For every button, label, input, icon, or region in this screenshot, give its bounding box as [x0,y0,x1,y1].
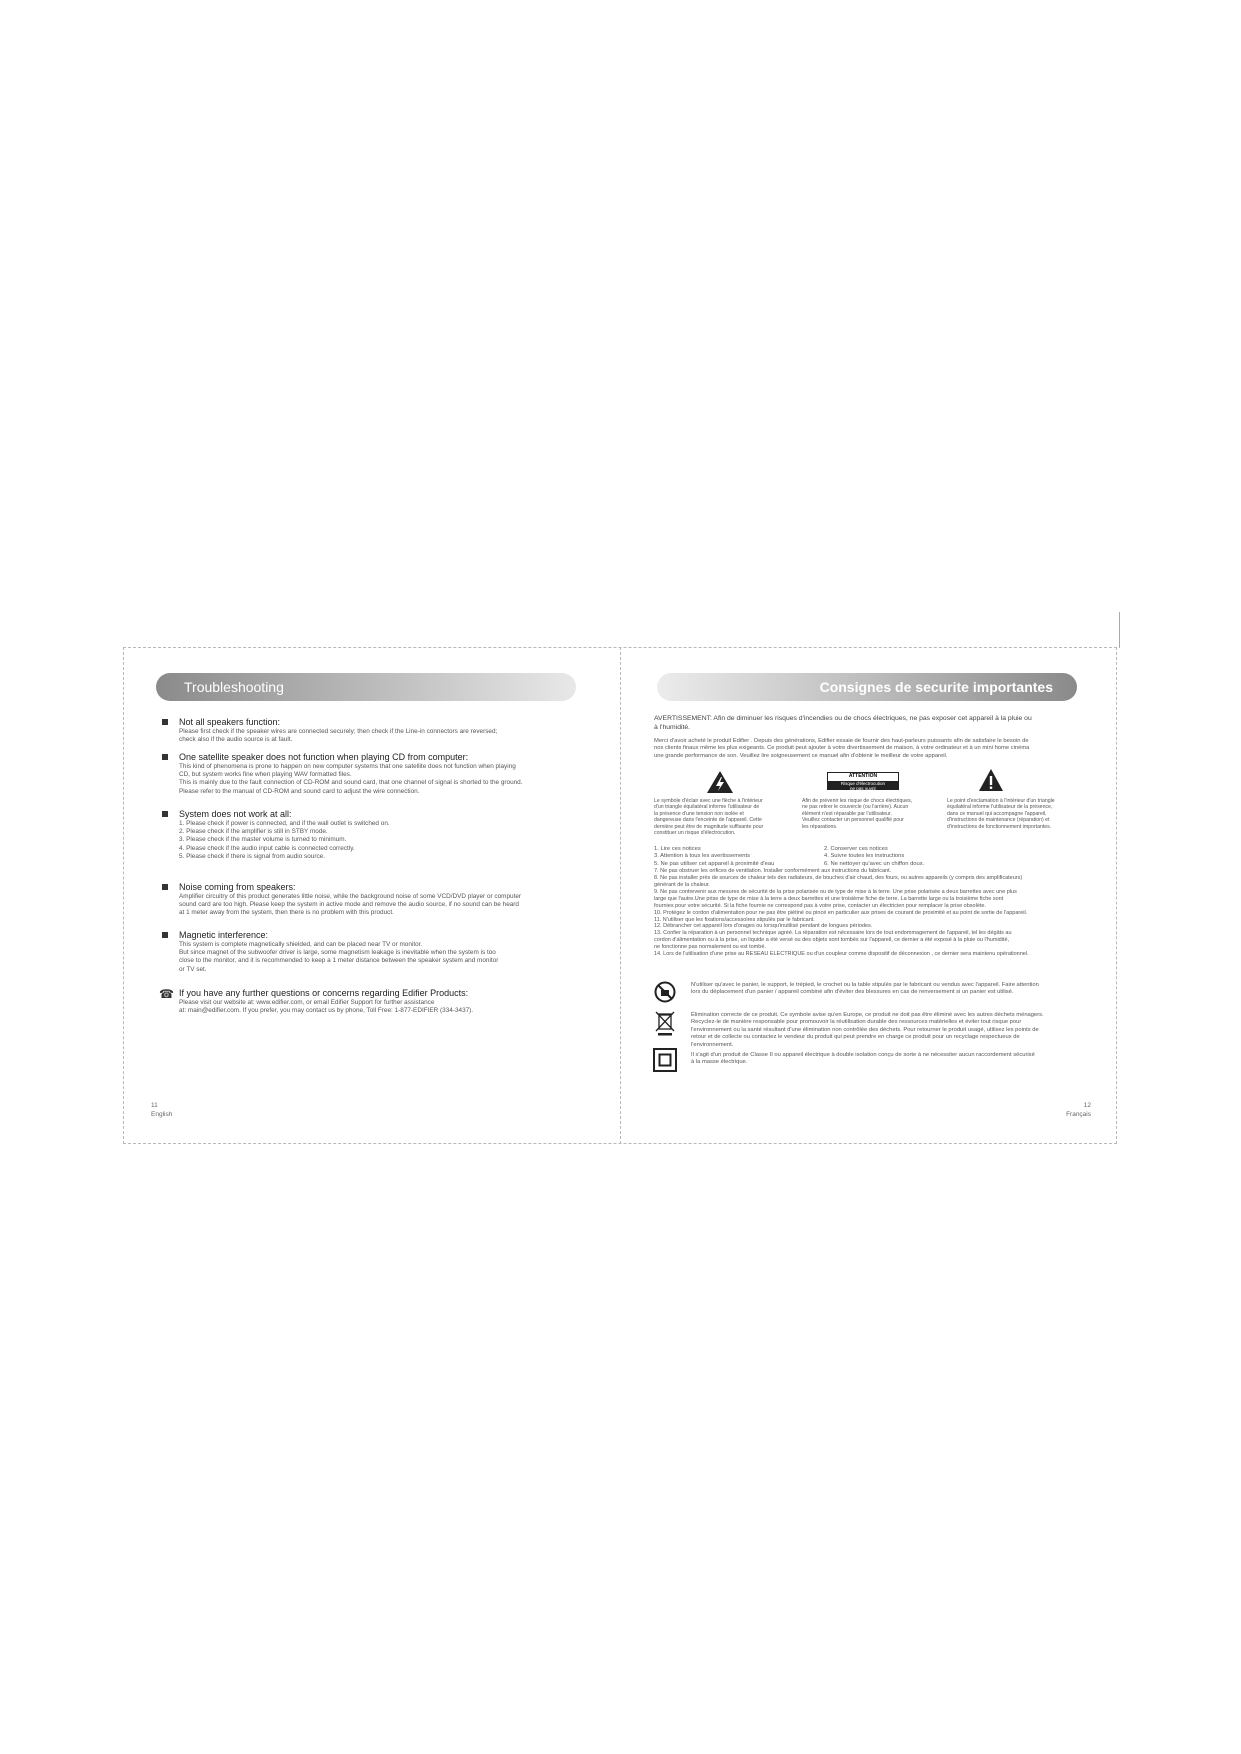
bullet-square-icon [162,811,168,817]
section-body: Amplifier circuitry of this product generates little noise, while the background noise of some VCD/DVD player or computer sound card are too high. Please keep the system in active mode and remove the audio source, if no sound can be heard at 1 meter away from the system, then there is no problem with this product. [179,893,522,917]
section-body: Please visit our website at: www.edifier.com, or email Edifier Support for further assistance at: main@edifier.com. If you prefer, you may contact us by phone, Toll Free: 1-877-EDIFIER (334-3437). [179,999,474,1015]
page-number: 11 [151,1102,158,1109]
list-row [654,861,1094,868]
no-cart-tip-icon [654,981,676,1003]
disposal-note: Élimination correcte de ce produit. Ce symbole avise qu'en Europe, ce produit ne doit pas être éliminé avec les autres déchets ménagers. Recyclez-le de manière responsable pour promouvoir la réutilisation durable des ressources matérielles et éviter tout risque pour l'environnement ou la santé résultant d'une élimination non contrôlée des déchets. Pour retourner le produit usagé, utilisez les points de retour et de collecte ou contactez le vendeur du produit qui peut prendre en charge ce produit pour un recyclage respectueux de l'environnement. [691,1012,1044,1048]
list-item: 3. Attention à tous les avertissements [654,853,751,860]
bullet-square-icon [162,719,168,725]
list-item: 6. Ne nettoyer qu'avec un chiffon doux. [824,860,925,867]
section-heading: If you have any further questions or concerns regarding Edifier Products: [179,988,469,998]
section-heading: System does not work at all: [179,809,292,819]
section-body: 1. Please check if power is connected, and if the wall outlet is switched on. 2. Please check if the amplifier is still in STBY mode. 3. Please check if the master volume is turned to minimum. 4. Please check if the audio input cable is connected correctly. 5. Please check if there is signal from audio source. [179,820,390,860]
section-heading: Not all speakers function: [179,717,281,727]
warning-text: AVERTISSEMENT: Afin de diminuer les risques d'incendies ou de chocs électriques, ne pas exposer cet appareil à la pluie ou à l'humidité. [654,715,1032,731]
telephone-icon: ☎ [159,987,174,1001]
attention-label [827,772,899,790]
section-heading: Noise coming from speakers: [179,882,296,892]
intro-text: Merci d'avoir acheté le produit Edifier . Depuis des générations, Edifier essaie de fournir des haut-parleurs puissants afin de satisfaire le besoin de nos clients finaux même les plus exigeants. Ce produit peut ajouter à votre divertissement de maison, à votre ordinateur et à un mini home cinéma une grande performance de son. Veuillez lire soigneusement ce manuel afin d'obtenir le meilleur de votre appareil. [654,738,1030,759]
list-item: 4. Suivre toutes les instructions [824,853,905,860]
attention-subtitle: Risque d'électrocution ne pas ouvrir [840,781,886,791]
section-magnetic [179,930,589,974]
section-heading: Magnetic interference: [179,930,269,940]
left-page [124,648,620,1143]
page-number-block [151,1101,172,1119]
list-row [654,853,1094,860]
double-insulation-icon [653,1048,677,1072]
page-language: Français [1066,1111,1091,1118]
class-ii-note: Il s'agit d'un produit de Classe II ou appareil électrique à double isolation conçu de sorte à ne nécessiter aucun raccordement sécurisé à la masse électrique. [691,1052,1035,1066]
list-item: 2. Conserver ces notices [824,846,888,852]
edge-line [1119,612,1120,648]
page-title: Consignes de securite importantes [657,673,1077,701]
list-item: 5. Ne pas utiliser cet appareil à proximité d'eau [654,860,775,867]
page-title: Troubleshooting [156,673,576,701]
section-body: This system is complete magnetically shielded, and can be placed near TV or monitor. But since magnet of the subwoofer driver is large, some magnetism leakage is inevitable when the system is too close to the monitor, and it is recommended to keep a 1 meter distance between the speaker system and monitor or TV set. [179,941,499,973]
section-body: Please first check if the speaker wires are connected securely; then check if the Line-in connectors are reversed; check also if the audio source is at fault. [179,728,498,744]
exclamation-warning-icon [978,768,1004,792]
list-item: 1. Lire ces notices [654,846,701,852]
section-heading: One satellite speaker does not function when playing CD from computer: [179,752,469,762]
cart-note: N'utiliser qu'avec le panier, le support, le trépied, le crochet ou la table stipulés par le fabricant ou vendus avec l'appareil. Faire attention lors du déplacement d'un panier / appareil combiné afin d'éviter des blessures en cas de renversement si un panier est utilisé. [691,982,1039,996]
section-contact [159,987,589,1015]
bullet-square-icon [162,932,168,938]
section-body: This kind of phenomena is prone to happen on new computer systems that one satellite does not function when playing CD, but system works fine when playing WAV formatted files. This is mainly due to the fault connection of CD-ROM and sound card, that one channel of signal is shorted to the ground. Please refer to the manual of CD-ROM and sound card to adjust the wire connection. [179,763,523,795]
section-one-satellite [179,752,589,796]
attention-title: ATTENTION [828,773,898,781]
section-not-all-speakers [179,717,589,744]
lightning-warning-icon [706,770,734,794]
section-noise [179,882,589,918]
bullet-square-icon [162,754,168,760]
right-page [621,648,1118,1143]
page-number-block [1066,1101,1091,1119]
page-number: 12 [1083,1102,1091,1109]
list-row [654,846,1094,853]
section-system-not-work [179,809,589,861]
bullet-square-icon [162,884,168,890]
list-continued: 7. Ne pas obstruer les orifices de ventilation. Installer conformément aux instructions du fabricant. 8. Ne pas installer près de sources de chaleur tels des radiateurs, de bouches d'air chaud, des fours, ou autres appareils (y compris des amplificateurs) générant de la chaleur. 9. Ne pas contrevenir aux mesures de sécurité de la prise polarisée ou de type de mise à la terre. Une prise polarisée a deux barrettes avec une plus large que l'autre.Une prise de type de mise à la terre a deux barrettes et une troisième fiche de terre. La barrette large ou la troisième fiche sont fournies pour votre sécurité. Si la fiche fournie ne correspond pas à votre prise, contacter un électricien pour remplacer la prise obsolète. 10. Protégez le cordon d'alimentation pour ne pas être piétiné ou pincé en particulier aux prises de courant de proximité et au point de sortie de l'appareil. 11. N'utiliser que les fixations/accessoires stipulés par le fabricant. 12. Débrancher cet appareil lors d'orages ou lorsqu'inutilisé pendant de longues périodes. 13. Confier la réparation à un personnel technique agréé. La réparation est nécessaire lors de tout endommagement de l'appareil, tel les dégâts au cordon d'alimentation ou à la prise, un liquide a été versé ou des objets sont tombés sur l'appareil, ce dernier a été exposé à la pluie ou l'humidité, ne fonctionne pas normalement ou est tombé. 14. Lors de l'utilisation d'une prise au RESEAU ELECTRIQUE ou d'un coupleur comme dispositif de déconnexion , ce dernier sera maintenu opérationnel. [654,868,1029,958]
page-language: English [151,1111,173,1118]
symbol-description-lightning: Le symbole d'éclair avec une flèche à l'intérieur d'un triangle équilatéral informe l'utilisateur de la présence d'une tension non isolée et dangereuse dans l'enceinte de l'appareil. Cette dernière peut être de magnitude suffisante pour constituer un risque d'électrocution. [654,798,764,837]
page-fold-line [620,647,621,1144]
symbol-description-attention: Afin de prévenir les risque de chocs électriques, ne pas retirer le couvercle (ou l'arrière). Aucun élément n'est réparable par l'utilisateur. Veuillez contacter un personnel qualifié pour les réparations. [802,798,913,830]
crossed-bin-icon [654,1010,676,1036]
safety-list [654,846,1094,958]
symbol-description-exclamation: Le point d'exclamation à l'intérieur d'un triangle équilatéral informe l'utilisateur de la présence, dans ce manuel qui accompagne l'appareil, d'instructions de maintenance (réparation) et d'instructions de fonctionnement importantes. [947,798,1055,830]
